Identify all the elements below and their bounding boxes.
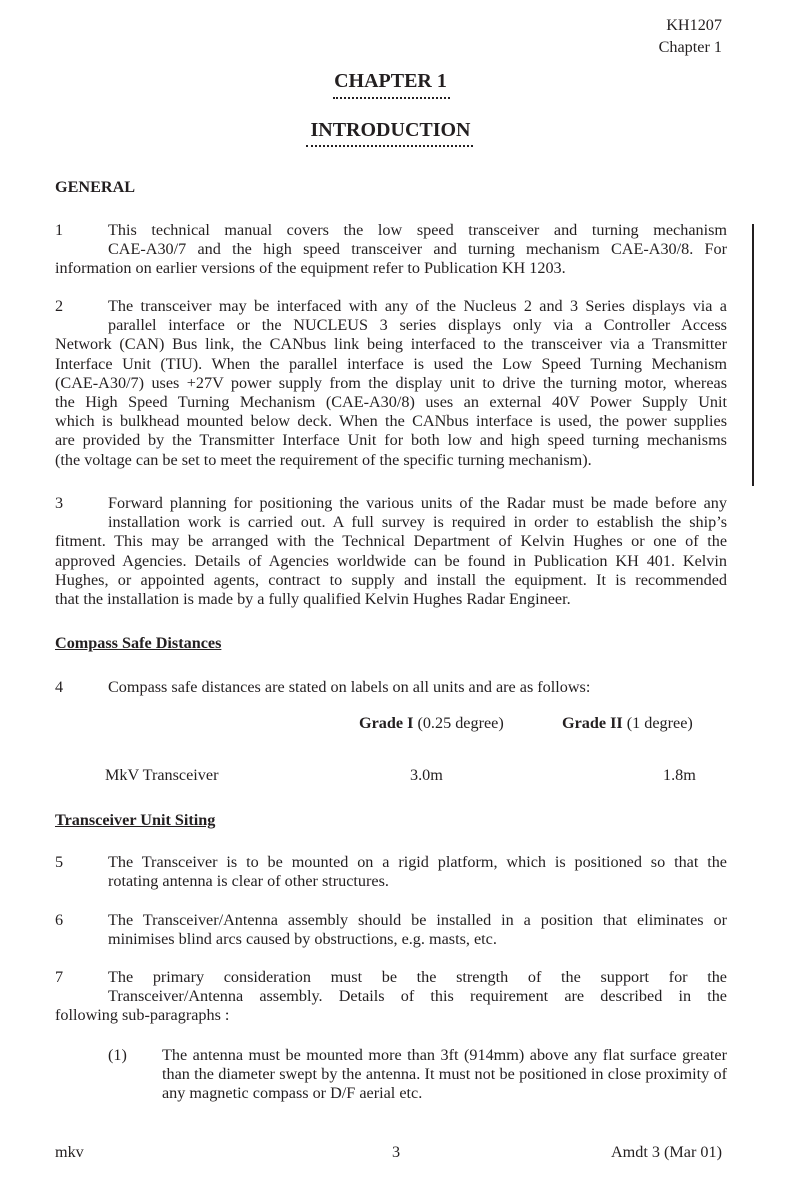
general-heading: GENERAL <box>55 178 136 196</box>
grade-1-note: (0.25 degree) <box>417 714 504 732</box>
paragraph-number: 5 <box>55 853 64 871</box>
paragraph-line: approved Agencies. Details of Agencies worldwide can be found in Publication KH 401. Kelvin <box>55 551 727 570</box>
paragraph-line: The primary consideration must be the strength of the support for the <box>108 968 727 986</box>
paragraph-line: rotating antenna is clear of other structures. <box>108 872 389 891</box>
page-number: 3 <box>392 1143 401 1161</box>
footer-left-label: mkv <box>55 1143 84 1161</box>
paragraph-line: installation work is carried out. A full survey is required in order to establish the ship’s <box>108 513 727 532</box>
paragraph-line: Compass safe distances are stated on labels on all units and are as follows: <box>108 678 591 696</box>
paragraph-number: 4 <box>55 678 64 696</box>
paragraph-number: 6 <box>55 911 64 929</box>
chapter-title: CHAPTER 1 <box>334 70 447 92</box>
grade-2-note: (1 degree) <box>626 714 693 732</box>
paragraph-line: parallel interface or the NUCLEUS 3 series displays only via a Controller Access <box>108 316 727 335</box>
sub-paragraph-1 <box>108 1046 727 1104</box>
paragraph-number: 2 <box>55 297 64 315</box>
paragraph-number: 1 <box>55 221 64 239</box>
paragraph-line: minimises blind arcs caused by obstructions, e.g. masts, etc. <box>108 930 497 949</box>
paragraph-2 <box>55 297 727 470</box>
paragraph-1 <box>55 221 727 279</box>
grade-1-label: Grade I <box>359 714 414 732</box>
document-id: KH1207 <box>666 16 722 34</box>
sub-paragraph-text: The antenna must be mounted more than 3ft (914mm) above any flat surface greater than the diameter swept by the antenna. It must not be positioned in close proximity of any magnetic compass or D/F aerial etc. <box>162 1046 727 1103</box>
paragraph-4 <box>55 678 727 697</box>
chapter-title-underline <box>333 97 450 99</box>
table-row-label: MkV Transceiver <box>105 766 219 784</box>
transceiver-unit-siting-heading: Transceiver Unit Siting <box>55 811 216 829</box>
paragraph-line: Hughes, or appointed agents, contract to supply and install the equipment. It is recommended <box>55 570 727 589</box>
revision-change-bar <box>752 224 754 486</box>
amendment-label: Amdt 3 (Mar 01) <box>610 1143 722 1161</box>
grade-1-column-header <box>359 714 504 733</box>
paragraph-line: CAE-A30/7 and the high speed transceiver and turning mechanism CAE-A30/8. For <box>108 240 727 259</box>
paragraph-line: information on earlier versions of the equipment refer to Publication KH 1203. <box>55 259 566 278</box>
paragraph-line: the High Speed Turning Mechanism (CAE-A30/8) uses an external 40V Power Supply Unit <box>55 393 727 412</box>
paragraph-number: 3 <box>55 494 64 512</box>
grade-2-value: 1.8m <box>663 766 696 784</box>
grade-2-column-header <box>562 714 693 733</box>
paragraph-number: 7 <box>55 968 64 986</box>
paragraph-line: Network (CAN) Bus link, the CANbus link being interfaced to the transceiver via a Transmitter <box>55 335 727 354</box>
paragraph-7 <box>55 968 727 1026</box>
chapter-label: Chapter 1 <box>658 38 722 56</box>
compass-safe-distances-heading: Compass Safe Distances <box>55 634 222 652</box>
paragraph-line: The transceiver may be interfaced with any of the Nucleus 2 and 3 Series displays via a <box>108 297 727 315</box>
paragraph-line: Interface Unit (TIU). When the parallel interface is used the Low Speed Turning Mechanism <box>55 354 727 373</box>
paragraph-line: fitment. This may be arranged with the Technical Department of Kelvin Hughes or one of the <box>55 532 727 551</box>
sub-paragraph-number: (1) <box>108 1046 127 1064</box>
paragraph-line: Transceiver/Antenna assembly. Details of this requirement are described in the <box>108 987 727 1006</box>
paragraph-5 <box>55 853 727 891</box>
grade-2-label: Grade II <box>562 714 623 732</box>
paragraph-line: The Transceiver/Antenna assembly should be installed in a position that eliminates or <box>108 911 727 929</box>
paragraph-6 <box>55 911 727 949</box>
section-title-underline <box>306 145 473 147</box>
paragraph-line: The Transceiver is to be mounted on a rigid platform, which is positioned so that the <box>108 853 727 871</box>
section-title: INTRODUCTION <box>310 119 471 141</box>
paragraph-line: following sub-paragraphs : <box>55 1006 230 1025</box>
paragraph-line: are provided by the Transmitter Interface Unit for both low and high speed turning mechanisms <box>55 431 727 450</box>
paragraph-3 <box>55 494 727 609</box>
grade-1-value: 3.0m <box>410 766 443 784</box>
paragraph-line: This technical manual covers the low speed transceiver and turning mechanism <box>108 221 727 239</box>
paragraph-line: (the voltage can be set to meet the requirement of the specific turning mechanism). <box>55 450 592 469</box>
paragraph-line: Forward planning for positioning the various units of the Radar must be made before any <box>108 494 727 512</box>
paragraph-line: that the installation is made by a fully qualified Kelvin Hughes Radar Engineer. <box>55 590 571 609</box>
paragraph-line: which is bulkhead mounted below deck. When the CANbus interface is used, the power supplies <box>55 412 727 431</box>
paragraph-line: (CAE-A30/7) uses +27V power supply from the display unit to drive the turning motor, whereas <box>55 373 727 392</box>
